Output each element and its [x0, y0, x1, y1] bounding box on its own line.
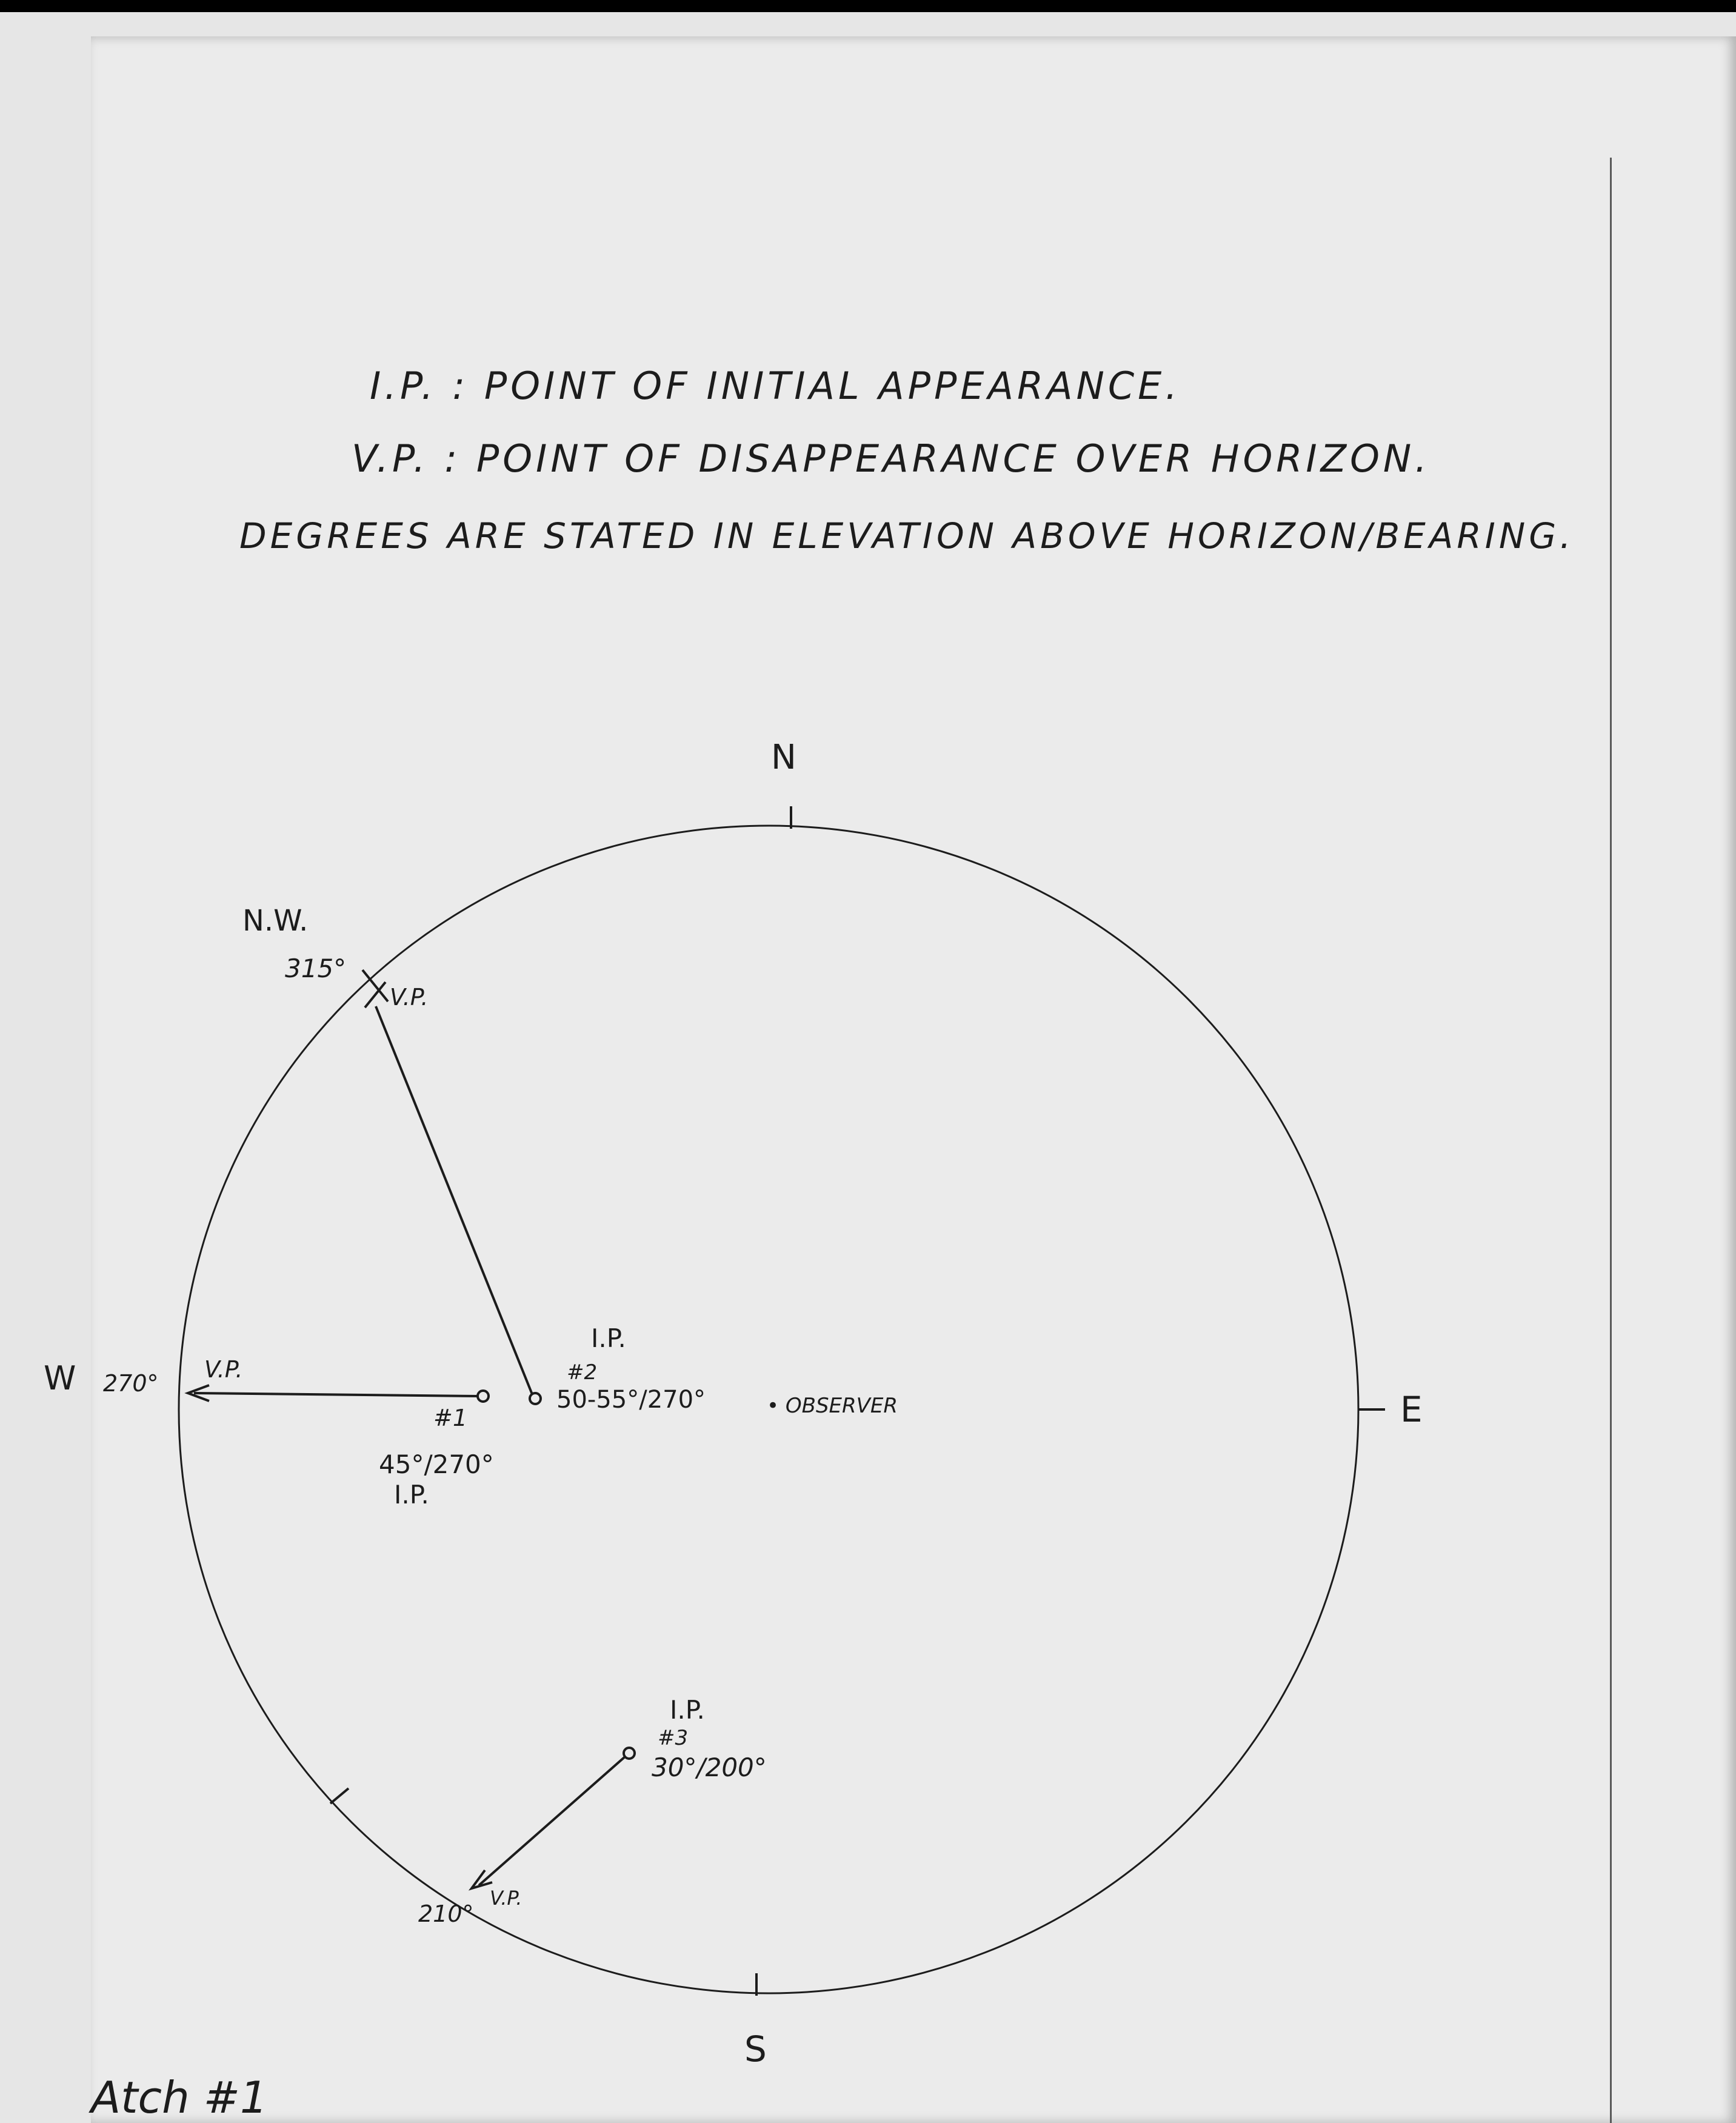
track-2-path: [376, 1006, 532, 1394]
north-label: N: [771, 738, 796, 777]
legend-vp-definition: V.P. : POINT OF DISAPPEARANCE OVER HORIZON.: [352, 436, 1431, 481]
track-3-ip-marker: [624, 1748, 635, 1759]
track-1-ip-label: I.P.: [394, 1480, 429, 1510]
east-label: E: [1400, 1389, 1423, 1430]
track-3-ip-value: 30°/200°: [652, 1753, 767, 1782]
track-1-ip-marker: [478, 1391, 489, 1402]
track-2-vp-label: V.P.: [390, 984, 429, 1011]
track-2-ip-value: 50-55°/270°: [556, 1386, 706, 1414]
track-3-ip-label: I.P.: [670, 1695, 705, 1725]
observer-label: • OBSERVER: [767, 1394, 898, 1418]
northwest-label: N.W.: [242, 904, 309, 938]
track-3-number: #3: [658, 1726, 689, 1750]
attachment-signature: Atch #1: [91, 2072, 268, 2123]
track-1-vp-bearing: 270°: [103, 1370, 159, 1397]
track-1-ip-value: 45°/270°: [379, 1449, 494, 1479]
legend-ip-definition: I.P. : POINT OF INITIAL APPEARANCE.: [370, 364, 1181, 408]
track-3-vp-label: V.P.: [490, 1887, 522, 1910]
west-label: W: [44, 1359, 76, 1397]
track-1-number: #1: [433, 1405, 468, 1431]
track-3-vp-bearing: 210°: [418, 1901, 474, 1927]
track-3-arrowhead: [472, 1870, 492, 1888]
track-2-ip-marker: [530, 1393, 541, 1404]
track-2-vp-bearing: 315°: [285, 954, 347, 983]
track-1-vp-label: V.P.: [204, 1356, 243, 1383]
legend-degrees-note: DEGREES ARE STATED IN ELEVATION ABOVE HORIZON/BEARING.: [239, 515, 1575, 557]
track-2-number: #2: [567, 1360, 598, 1385]
southwest-tick: [330, 1788, 349, 1804]
track-3-path: [479, 1756, 626, 1885]
track-2-ip-label: I.P.: [591, 1323, 626, 1353]
track-1-path: [194, 1393, 479, 1396]
south-label: S: [744, 2028, 767, 2070]
